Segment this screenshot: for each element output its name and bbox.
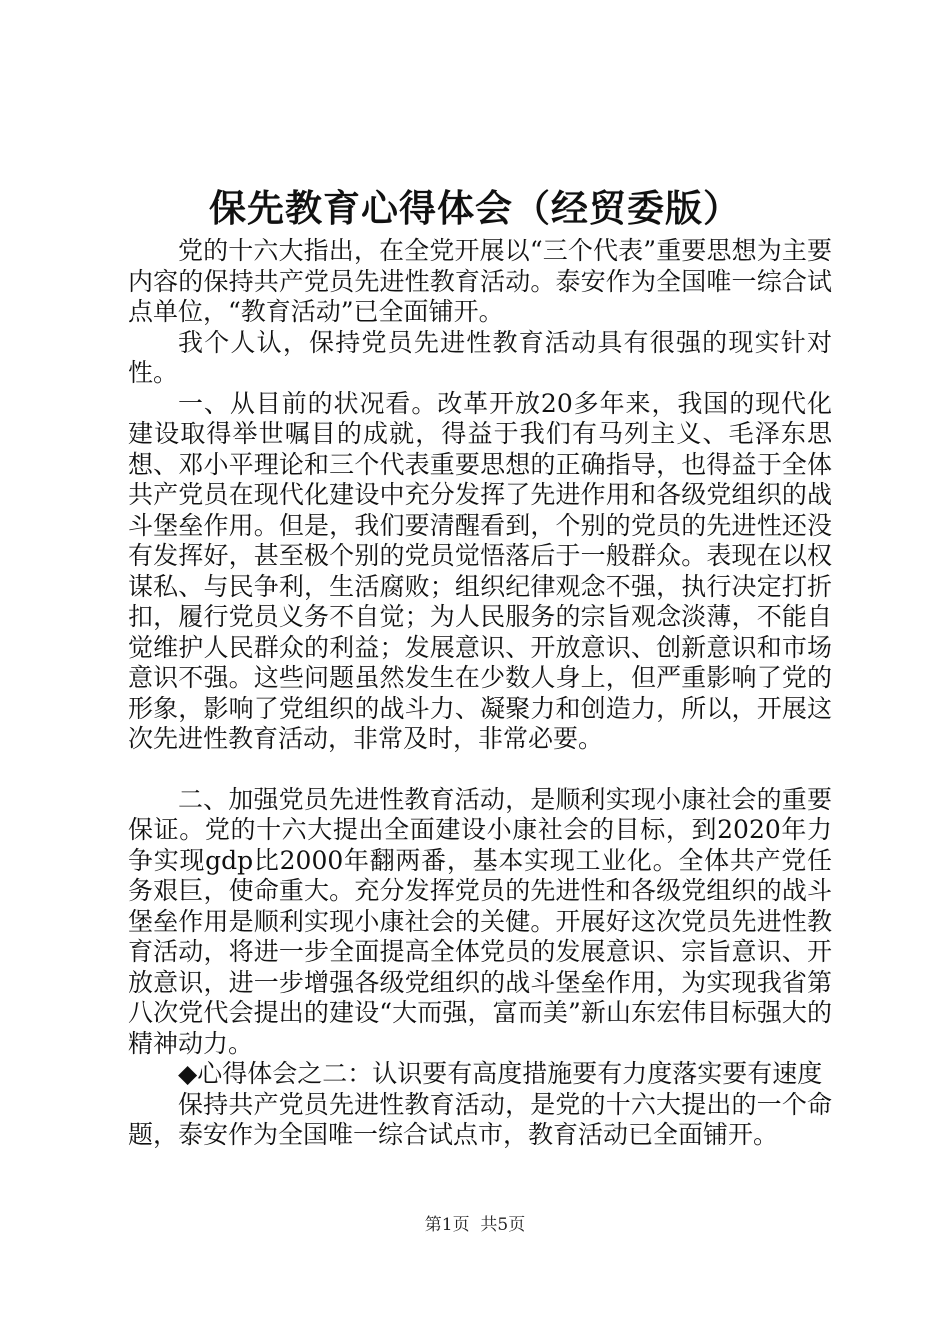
paragraph-point-two: 二、加强党员先进性教育活动，是顺利实现小康社会的重要保证。党的十六大提出全面建设小康社会的目标，到2020年力争实现gdp比2000年翻两番，基本实现工业化。全体共产党任务艰巨，使命重大。充分发挥党员的先进性和各级党组织的战斗堡垒作用是顺利实现小康社会的关健。开展好这次党员先进性教育活动，将进一步全面提高全体党员的发展意识、宗旨意识、开放意识，进一步增强各级党组织的战斗堡垒作用，为实现我省第八次党代会提出的建设“大而强，富而美”新山东宏伟目标强大的精神动力。 bbox=[128, 784, 832, 1058]
paragraph-section-two-intro: 保持共产党员先进性教育活动，是党的十六大提出的一个命题，泰安作为全国唯一综合试点市，教育活动已全面铺开。 bbox=[128, 1089, 832, 1149]
page-total: 共5页 bbox=[480, 1215, 526, 1235]
paragraph-opinion: 我个人认，保持党员先进性教育活动具有很强的现实针对性。 bbox=[128, 327, 832, 387]
footer-separator bbox=[470, 1215, 481, 1235]
paragraph-point-one: 一、从目前的状况看。改革开放20多年来，我国的现代化建设取得举世嘱目的成就，得益于我们有马列主义、毛泽东思想、邓小平理论和三个代表重要思想的正确指导，也得益于全体共产党员在现代化建设中充分发挥了先进作用和各级党组织的战斗堡垒作用。但是，我们要清醒看到，个别的党员的先进性还没有发挥好，甚至极个别的党员觉悟落后于一般群众。表现在以权谋私、与民争利，生活腐败；组织纪律观念不强，执行决定打折扣，履行党员义务不自觉；为人民服务的宗旨观念淡薄，不能自觉维护人民群众的利益；发展意识、开放意识、创新意识和市场意识不强。这些问题虽然发生在少数人身上，但严重影响了党的形象，影响了党组织的战斗力、凝聚力和创造力，所以，开展这次先进性教育活动，非常及时，非常必要。 bbox=[128, 388, 832, 753]
section-heading-two: ◆心得体会之二：认识要有高度措施要有力度落实要有速度 bbox=[178, 1059, 823, 1088]
page-footer bbox=[0, 1213, 950, 1237]
document-body bbox=[128, 236, 832, 1151]
document-title: 保先教育心得体会（经贸委版） bbox=[209, 186, 741, 230]
paragraph-intro: 党的十六大指出，在全党开展以“三个代表”重要思想为主要内容的保持共产党员先进性教育活动。泰安作为全国唯一综合试点单位，“教育活动”已全面铺开。 bbox=[128, 236, 832, 326]
page-number: 第1页 bbox=[424, 1215, 470, 1235]
